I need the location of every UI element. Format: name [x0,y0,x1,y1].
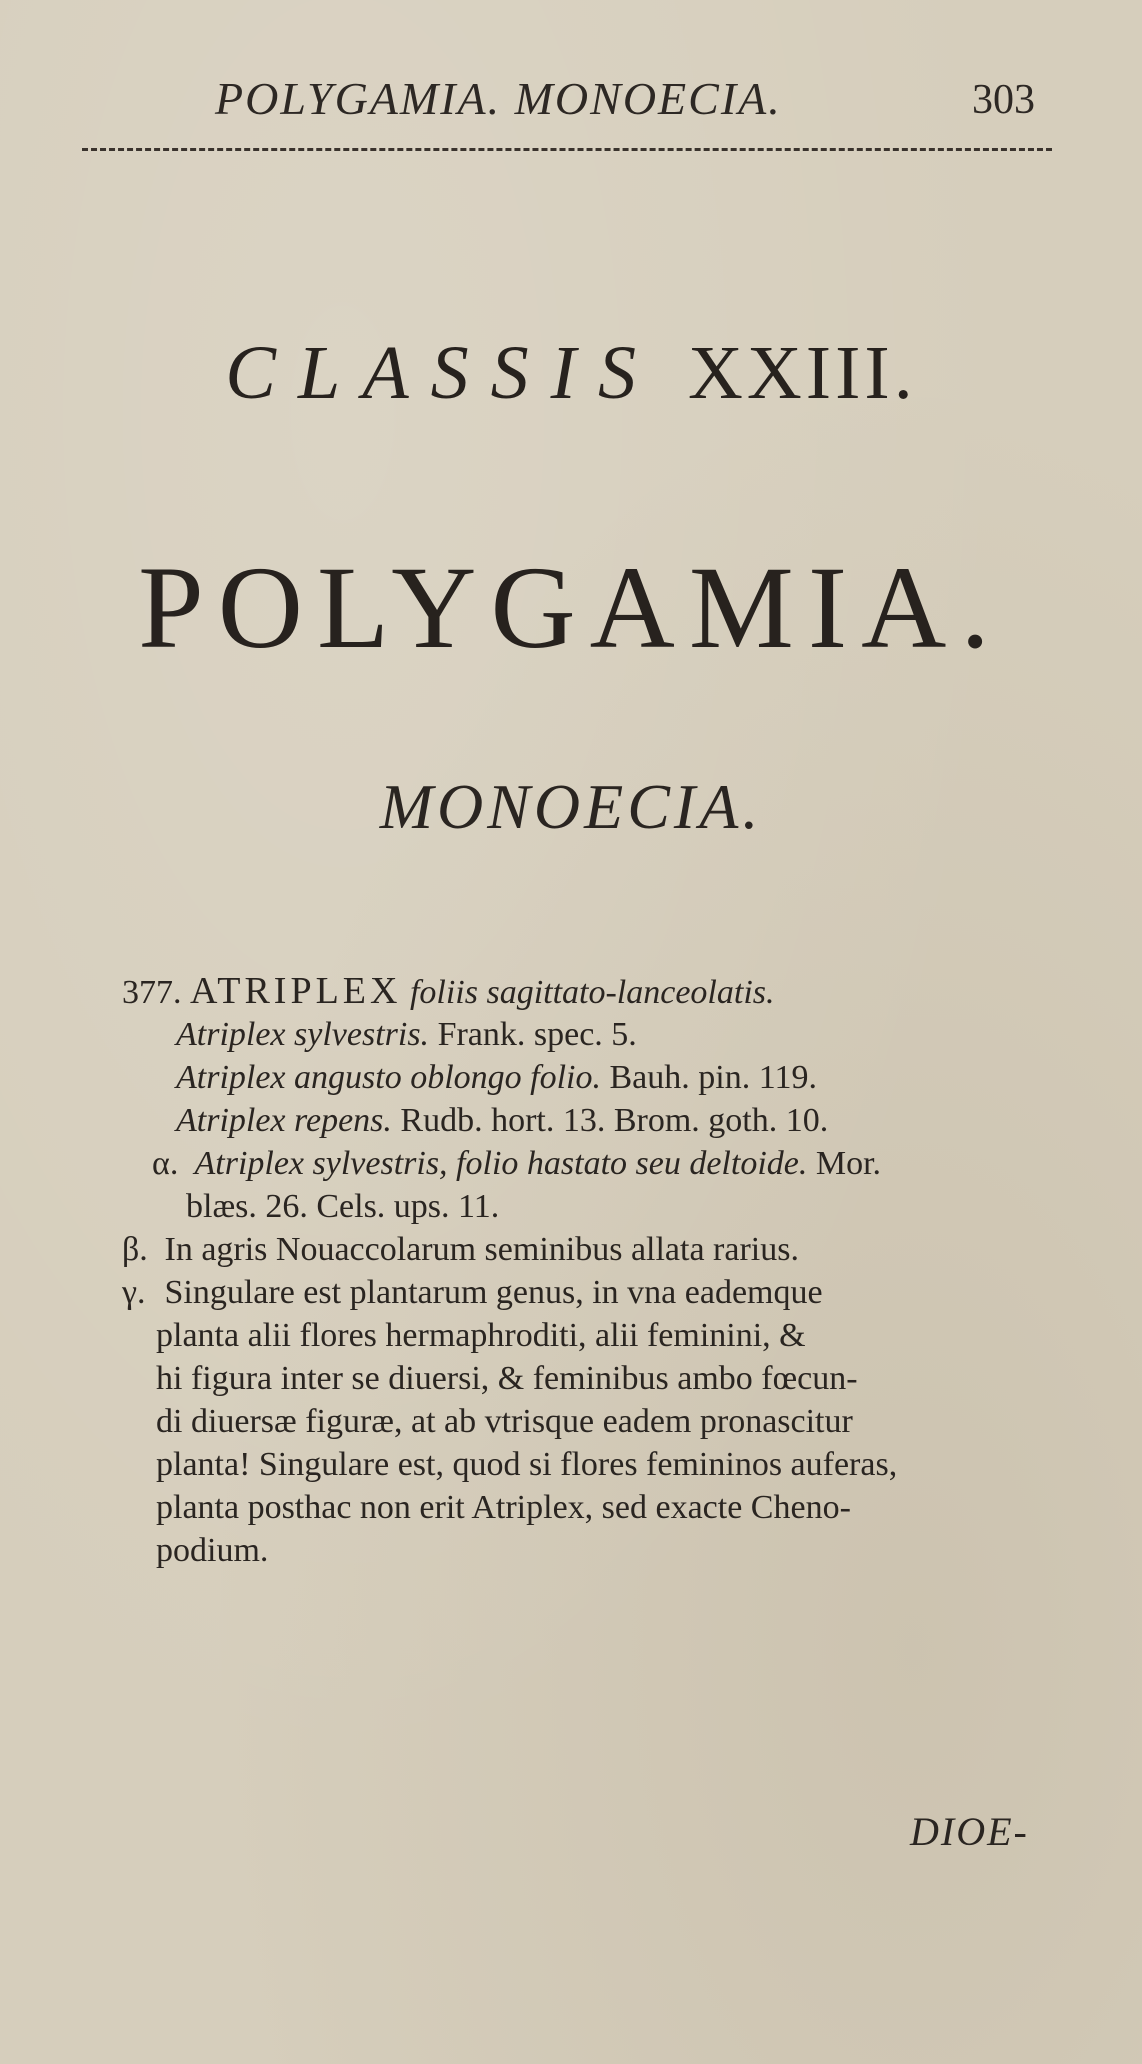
note-line: di diuersæ figuræ, at ab vtrisque eadem pronascitur [156,1403,853,1440]
variety-alpha [122,1142,1062,1185]
variety-text: In agris Nouaccolarum seminibus allata rarius. [164,1231,799,1268]
entry-genus: ATRIPLEX [190,970,402,1012]
synonym-name: Atriplex angusto oblongo folio. [176,1059,601,1096]
variety-name: Atriplex sylvestris, folio hastato seu deltoide. [194,1145,808,1182]
classis-word: CLASSIS [225,331,658,415]
synonym-name: Atriplex repens. [176,1102,392,1139]
variety-gamma [122,1271,1062,1314]
note-line: Singulare est plantarum genus, in vna eademque [164,1274,823,1311]
variety-mark: β. [122,1231,148,1268]
note-line: planta posthac non erit Atriplex, sed exacte Cheno- [156,1489,851,1526]
note-line: podium. [156,1532,269,1569]
classis-heading [0,330,1142,417]
classis-number: XXIII. [688,331,917,415]
synonym-line [122,1056,1062,1099]
synonym-line [122,1099,1062,1142]
synonym-reference: Rudb. hort. 13. Brom. goth. 10. [400,1102,829,1139]
variety-reference: Mor. [815,1145,882,1182]
species-entry [122,970,1062,1572]
variety-mark: γ. [122,1274,146,1311]
variety-beta [122,1228,1062,1271]
entry-headline [122,970,1062,1013]
synonym-name: Atriplex sylvestris. [176,1016,430,1053]
class-title: POLYGAMIA. [138,542,1004,673]
variety-alpha-continuation: blæs. 26. Cels. ups. 11. [186,1188,500,1225]
header-rule [82,148,1052,151]
page-number: 303 [972,77,1035,123]
entry-diagnosis: foliis sagittato-lanceolatis. [409,974,775,1011]
synonym-reference: Frank. spec. 5. [437,1016,637,1053]
order-subtitle: MONOECIA. [379,771,763,842]
note-line: hi figura inter se diuersi, & feminibus ambo fœcun- [156,1360,858,1397]
note-line: planta! Singulare est, quod si flores femininos auferas, [156,1446,898,1483]
synonym-line [122,1013,1062,1056]
synonym-reference: Bauh. pin. 119. [609,1059,817,1096]
variety-mark: α. [152,1145,179,1182]
entry-number: 377. [122,974,182,1011]
catchword: DIOE- [910,1809,1029,1854]
running-title: POLYGAMIA. MONOECIA. [215,73,782,124]
note-line: planta alii flores hermaphroditi, alii feminini, & [156,1317,806,1354]
